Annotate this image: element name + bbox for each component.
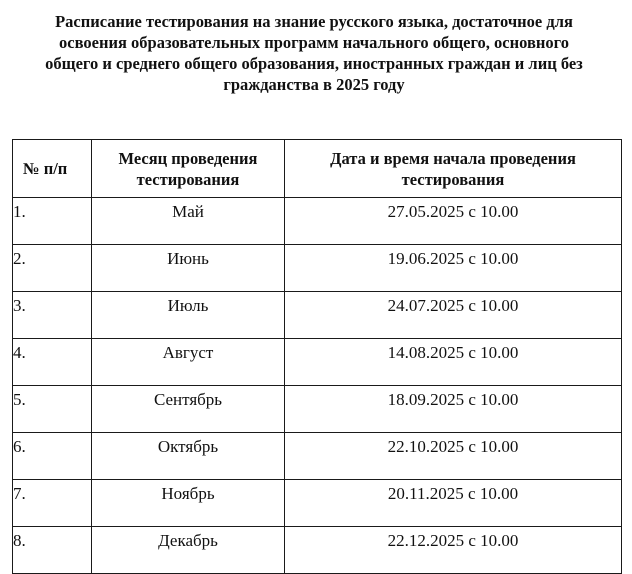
- title-line: освоения образовательных программ начального общего, основного: [59, 33, 569, 52]
- table-header-row: [13, 140, 622, 198]
- row-number: 3.: [13, 292, 92, 339]
- table-row: [13, 386, 622, 433]
- table-row: [13, 245, 622, 292]
- row-number: 7.: [13, 480, 92, 527]
- row-date: 19.06.2025 с 10.00: [285, 245, 622, 292]
- row-month: Октябрь: [92, 433, 285, 480]
- table-row: [13, 480, 622, 527]
- header-date-line: Дата и время начала проведения: [330, 148, 576, 168]
- table-row: [13, 433, 622, 480]
- row-date: 18.09.2025 с 10.00: [285, 386, 622, 433]
- header-date: [285, 140, 622, 198]
- document-title: [6, 11, 622, 95]
- row-date: 20.11.2025 с 10.00: [285, 480, 622, 527]
- row-number: 4.: [13, 339, 92, 386]
- header-number: [13, 140, 92, 198]
- row-month: Декабрь: [92, 527, 285, 574]
- table-row: [13, 527, 622, 574]
- row-number: 8.: [13, 527, 92, 574]
- table-row: [13, 292, 622, 339]
- row-date: 22.12.2025 с 10.00: [285, 527, 622, 574]
- row-date: 24.07.2025 с 10.00: [285, 292, 622, 339]
- row-number: 6.: [13, 433, 92, 480]
- header-date-line: тестирования: [401, 169, 505, 189]
- row-number: 1.: [13, 198, 92, 245]
- row-date: 14.08.2025 с 10.00: [285, 339, 622, 386]
- header-month: [92, 140, 285, 198]
- header-month-line: Месяц проведения: [118, 148, 258, 168]
- row-date: 27.05.2025 с 10.00: [285, 198, 622, 245]
- header-number-label: № п/п: [23, 159, 68, 178]
- row-number: 2.: [13, 245, 92, 292]
- title-line: гражданства в 2025 году: [223, 75, 405, 94]
- row-month: Август: [92, 339, 285, 386]
- table-row: [13, 198, 622, 245]
- row-month: Сентябрь: [92, 386, 285, 433]
- row-month: Июль: [92, 292, 285, 339]
- title-line: Расписание тестирования на знание русского языка, достаточное для: [55, 12, 573, 31]
- schedule-table: [12, 139, 622, 574]
- title-line: общего и среднего общего образования, иностранных граждан и лиц без: [45, 54, 583, 73]
- header-month-line: тестирования: [136, 169, 240, 189]
- row-month: Июнь: [92, 245, 285, 292]
- table-row: [13, 339, 622, 386]
- row-month: Май: [92, 198, 285, 245]
- row-number: 5.: [13, 386, 92, 433]
- row-date: 22.10.2025 с 10.00: [285, 433, 622, 480]
- row-month: Ноябрь: [92, 480, 285, 527]
